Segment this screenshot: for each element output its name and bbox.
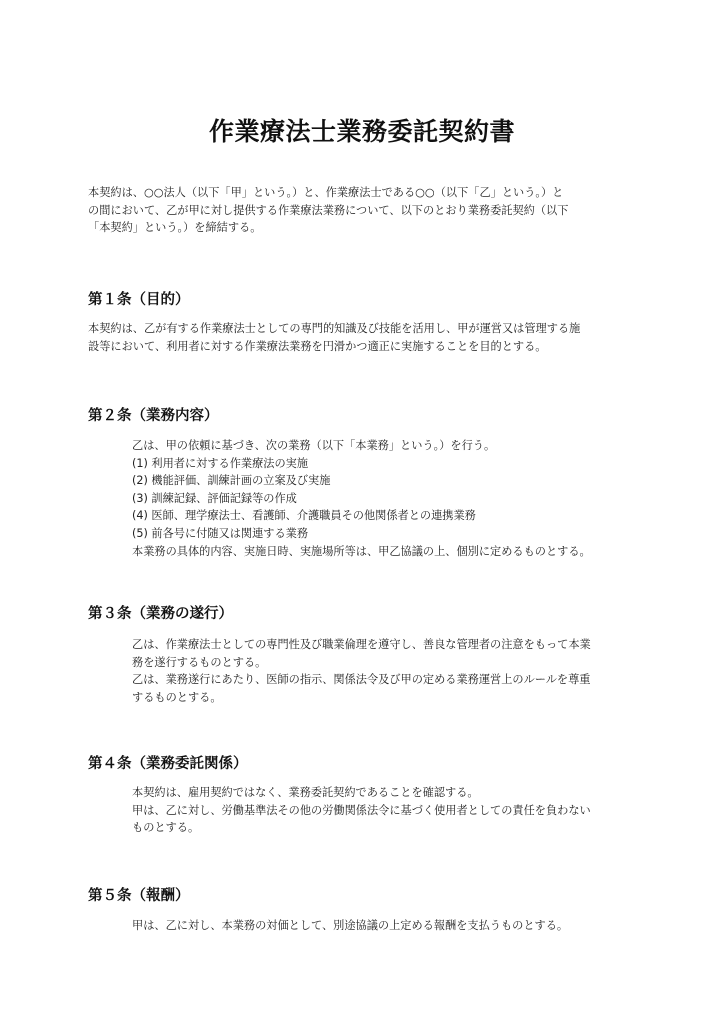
- article-4-heading: 第４条（業務委託関係）: [88, 756, 248, 772]
- article-5-heading: 第５条（報酬）: [88, 888, 190, 904]
- article-2-body: [132, 437, 638, 560]
- article-line: 甲は、乙に対し、本業務の対価として、別途協議の上定める報酬を支払うものとする。: [132, 919, 569, 932]
- preamble: [88, 184, 634, 237]
- article-3-body: [132, 636, 638, 706]
- article-2-heading: 第２条（業務内容）: [88, 408, 219, 424]
- article-line: 務を遂行するものとする。: [132, 655, 267, 669]
- article-line: 乙は、業務遂行にあたり、医師の指示、関係法令及び甲の定める業務運営上のルールを尊重: [132, 673, 591, 687]
- list-item: (2) 機能評価、訓練計画の立案及び実施: [132, 474, 331, 488]
- article-5-body: [132, 917, 638, 935]
- list-item: (3) 訓練記録、評価記録等の作成: [132, 491, 297, 505]
- article-line: 本業務の具体的内容、実施日時、実施場所等は、甲乙協議の上、個別に定めるものとする。: [132, 544, 591, 558]
- article-1-heading: 第１条（目的）: [88, 292, 190, 308]
- article-line: 甲は、乙に対し、労働基準法その他の労働関係法令に基づく使用者としての責任を負わない: [132, 803, 591, 817]
- list-item: (1) 利用者に対する作業療法の実施: [132, 456, 309, 470]
- list-item: (4) 医師、理学療法士、看護師、介護職員その他関係者との連携業務: [132, 509, 476, 523]
- article-line: 本契約は、雇用契約ではなく、業務委託契約であることを確認する。: [132, 786, 479, 799]
- article-line: 設等において、利用者に対する作業療法業務を円滑かつ適正に実施することを目的とする。: [88, 339, 547, 353]
- preamble-line: 本契約は、○○法人（以下「甲」という。）と、作業療法士である○○（以下「乙」という。）と: [88, 186, 564, 199]
- article-4-body: [132, 784, 638, 837]
- article-line: ものとする。: [132, 821, 200, 835]
- article-3-heading: 第３条（業務の遂行）: [88, 606, 233, 622]
- article-1-body: [88, 320, 634, 355]
- document-title: 作業療法士業務委託契約書: [208, 117, 515, 146]
- article-line: 本契約は、乙が有する作業療法士としての専門的知識及び技能を活用し、甲が運営又は管理する施: [88, 322, 581, 335]
- preamble-line: 「本契約」という。）を締結する。: [88, 221, 262, 235]
- list-item: (5) 前各号に付随又は関連する業務: [132, 526, 309, 540]
- preamble-line: の間において、乙が甲に対し提供する作業療法業務について、以下のとおり業務委託契約（以下: [88, 203, 569, 217]
- article-line: するものとする。: [132, 690, 222, 704]
- article-line: 乙は、甲の依頼に基づき、次の業務（以下「本業務」という。）を行う。: [132, 439, 496, 452]
- article-line: 乙は、作業療法士としての専門性及び職業倫理を遵守し、善良な管理者の注意をもって本業: [132, 638, 591, 651]
